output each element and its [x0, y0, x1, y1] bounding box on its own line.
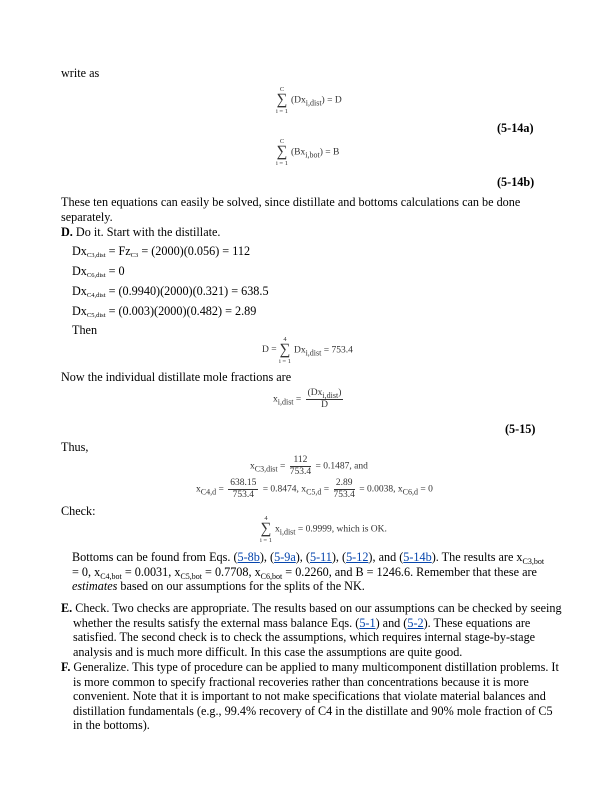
equation-D-sum: D = 4 ∑ i = 1 $Dx_{i,dist} = 753.4$	[262, 336, 353, 365]
paragraph-bottoms: Bottoms can be found from Eqs. (5-8b), (5-9a), (5-11), (5-12), and (5-14b). The results are $x_{C3,bot} = 0$, $x_{C4,bot} = 0.0031$, $x_{C5,bot} = 0.7708$, $x_{C6,bot} = 0.2260$, and B = 1246.6. Remember that these are estimates based on our assumptions for the splits of the NK.	[72, 550, 545, 593]
check-label: Check:	[61, 504, 96, 518]
equation-x-c3: $x_{C3,dist}$ = $\frac{112}{753.4}$ = 0.1487, and	[250, 455, 368, 477]
step-e-paragraph: E. Check. Two checks are appropriate. The results based on our assumptions can be checked by seeing whether the results satisfy the external mass balance Eqs. (5-1) and (5-2). These equations are satisfied. The second check is to check the assumptions, which requires internal stage-by-stage analysis and is much more difficult. In this case the assumptions are quite good.	[61, 601, 562, 659]
step-d-heading: D. Do it. Start with the distillate.	[61, 225, 221, 239]
calc-line-c5: $Dx_{C5,dist} = (0.003)(2000)(0.482) = 2.89$	[72, 304, 257, 319]
calc-line-c6: $Dx_{C6,dist} = 0$	[72, 264, 125, 279]
link-eq-5-12[interactable]: 5-12	[346, 550, 369, 564]
equation-sum-bottoms: C ∑ i = 1 $(Bx_{i,bot}) = B$	[276, 138, 340, 167]
intro-text: write as	[61, 66, 100, 80]
thus-text: Thus,	[61, 440, 89, 454]
equation-mole-fraction: $x_{i,dist}$ = $\frac{(Dx_{i,dist})}{D}$	[273, 388, 342, 410]
step-f-paragraph: F. Generalize. This type of procedure can be applied to many multicomponent distillation problems. It is more common to specify fractional recoveries rather than concentrations because it is more convenient. Note that it is important to not make specifications that violate material balances and distillation fundamentals (e.g., 99.4% recovery of C4 in the distillate and 90% mole fraction of C5 in the bottoms).	[61, 660, 559, 732]
link-eq-5-1[interactable]: 5-1	[359, 615, 376, 630]
then-text: Then	[72, 323, 98, 337]
calc-line-c3: $Dx_{C3,dist} = Fz_{C3} = (2000)(0.056) = 112$	[72, 244, 251, 259]
link-eq-5-8b[interactable]: 5-8b	[237, 550, 260, 564]
equation-number-5-14b: (5-14b)	[497, 175, 535, 189]
link-eq-5-14b[interactable]: 5-14b	[403, 550, 432, 564]
paragraph-ten-equations: These ten equations can easily be solved, since distillate and bottoms calculations can be done separately.	[61, 195, 521, 224]
equation-sum-distillate: C ∑ i = 1 $(Dx_{i,dist}) = D$	[276, 86, 342, 115]
equation-x-c4-c5-c6: $x_{C4,d}$ = $\frac{638.15}{753.4}$ = 0.8474, $x_{C5,d}$ = $\frac{2.89}{753.4}$ = 0.0038, $x_{C6,d} = 0$	[196, 478, 433, 500]
link-eq-5-2[interactable]: 5-2	[407, 615, 424, 630]
equation-check-sum: 4 ∑ i = 1 $x_{i,dist} = 0.9999$, which is OK.	[260, 515, 387, 544]
link-eq-5-11[interactable]: 5-11	[309, 550, 332, 564]
calc-line-c4: $Dx_{C4,dist} = (0.9940)(2000)(0.321) = 638.5$	[72, 284, 269, 299]
link-eq-5-9a[interactable]: 5-9a	[274, 550, 296, 564]
paragraph-mole-fractions: Now the individual distillate mole fractions are	[61, 370, 292, 384]
equation-number-5-15: (5-15)	[505, 422, 536, 436]
equation-number-5-14a: (5-14a)	[497, 121, 534, 135]
